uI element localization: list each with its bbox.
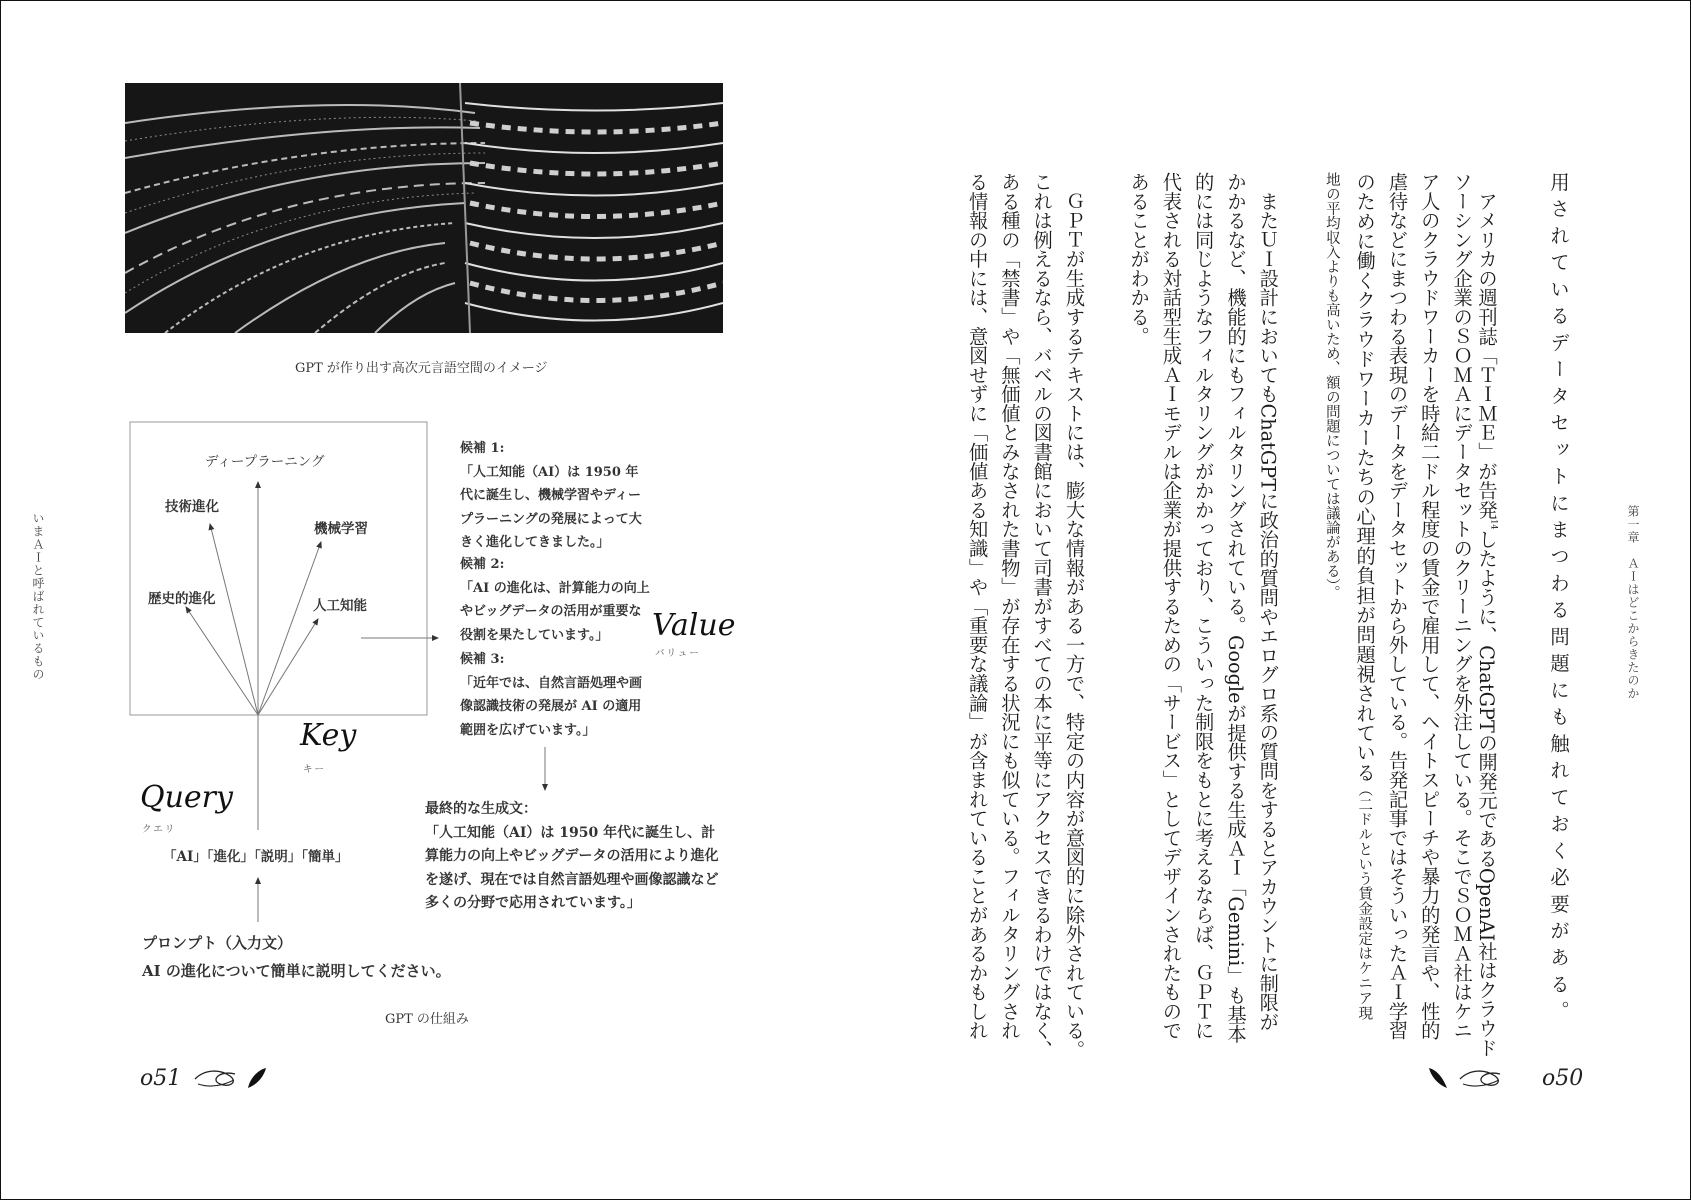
vector-label-tech-evolution: 技術進化 [165,499,219,515]
vector-label-machine-learning: 機械学習 [314,521,368,537]
left-running-head: いまＡＩと呼ばれているもの [31,512,45,681]
text-run: 代表される対話型生成ＡＩモデルは企業が提供するための「サービス」としてデザインされたもので [1159,172,1183,1041]
text-run: したように、ChatGPTの開発元であるOpenAI社はクラウド [1474,529,1498,1058]
right-running-head: 第一章 ＡＩはどこからきたのか [1626,505,1640,700]
left-page-number: o51 [140,1066,182,1091]
text-run: かかるなど、機能的にもフィルタリングされている。Googleが提供する生成ＡＩ「Gemini」も基本 [1224,172,1247,1044]
blank-column [1093,172,1117,1020]
text-run: 的には同じようなフィルタリングがかかっており、こういった制限をもとに考えるならば、ＧＰＴに [1191,172,1215,1041]
image-caption: GPT が作り出す高次元言語空間のイメージ [295,361,548,376]
candidate-title: 候補 2: [460,557,505,572]
candidate-text: 「人工知能（AI）は 1950 年代に誕生し、機械学習やディープラーニングの発展によって大きく進化してきました。」 [460,464,642,550]
ornament-icon [1425,1064,1505,1094]
text-run: ある種の「禁書」や「無価値とみなされた書物」が存在する状況にも似ている。フィルタリングされ [997,172,1021,1041]
text-column [1474,172,1504,1058]
blank-column [1513,172,1537,1020]
key-label: Key [300,718,357,753]
text-run: ソーシング企業のＳＯＭＡにデータセットのクリーニングを外注している。そこでＳＯＭＡ社はケニ [1450,172,1474,1041]
parenthetical-note: 地の平均収入よりも高いため、額の問題については議論がある）。 [1323,172,1340,600]
value-label: Value [652,608,736,643]
text-run: 虐待などにまつわる表現のデータをデータセットから外している。告発記事ではそういったＡＩ学習 [1385,172,1409,1041]
query-label: Query [140,780,233,815]
vector-label-ai: 人工知能 [313,598,367,614]
ornament-icon [190,1064,270,1094]
candidate-text: 「AI の進化は、計算能力の向上やビッグデータの活用が重要な役割を果たしています。」 [460,580,650,643]
text-column [1351,172,1375,1020]
candidate-title: 候補 3: [460,652,505,667]
text-column [1222,172,1247,1044]
text-run: あることがわかる。 [1127,172,1151,346]
blank-column [1287,172,1311,1020]
query-keywords: 「AI」「進化」「説明」「簡単」 [163,849,349,865]
text-run: これは例えるなら、バベルの図書館において司書がすべての本に平等にアクセスできるわけではなく、 [1030,172,1054,1060]
candidate-title: 候補 1: [460,441,505,456]
vector-label-historical-evolution: 歴史的進化 [148,591,216,607]
text-column [1416,172,1441,1041]
text-column [1254,172,1280,1032]
text-column [1028,172,1054,1060]
candidate-2 [460,553,650,647]
vector-arrow-tech-evolution [210,524,258,715]
vector-label-deep-learning: ディープラーニング [205,454,325,470]
final-title: 最終的な生成文： [425,801,537,817]
text-column [1448,172,1474,1041]
text-column [1157,172,1183,1041]
text-run: アメリカの週刊誌「ＴＩＭＥ」が告発 [1474,172,1498,520]
footnote-reference[interactable]: 14 [1489,519,1499,530]
text-column [964,172,989,1041]
prompt-text: AI の進化について簡単に説明してください。 [142,962,451,980]
candidate-3 [460,648,650,742]
text-column [996,172,1021,1041]
vector-arrow-historical-evolution [186,607,258,715]
text-run: る情報の中には、意図せずに「価値ある知識」や「重要な議論」が含まれていることがあるかもしれ [965,172,989,1041]
candidate-1 [460,437,650,555]
text-run: 用されているデータセットにまつわる問題にも触れておく必要がある。 [1547,172,1570,1020]
parenthetical-note: （二ドルという賃金設定はケニア現 [1356,782,1373,1020]
text-run: のために働くクラウドワーカーたちの心理的負担が問題視されている [1353,172,1377,783]
text-run: またＵＩ設計においてもChatGPTに政治的質問やエログロ系の質問をするとアカウントに制限が [1256,172,1280,1032]
text-run: ＧＰＴが生成するテキストには、膨大な情報がある一方で、特定の内容が意図的に除外されている。 [1062,172,1086,1060]
text-column [1190,172,1215,1041]
text-column [1061,172,1086,1060]
text-column [1125,172,1149,1020]
text-run: ア人のクラウドワーカーを時給二ドル程度の賃金で雇用して、ヘイトスピーチや暴力的発言や、性的 [1417,172,1441,1041]
right-page-number: o50 [1542,1066,1584,1091]
key-ruby: キー [303,764,327,775]
text-column [1384,172,1409,1041]
candidate-text: 「近年では、自然言語処理や画像認識技術の発展が AI の適用範囲を広げています。」 [460,675,643,738]
text-column [1545,172,1569,1020]
value-ruby: バリュー [655,648,701,659]
text-column [1319,172,1343,1020]
query-ruby: クエリ [142,824,177,835]
final-output [425,798,725,916]
prompt-title: プロンプト（入力文） [142,934,293,952]
final-text: 「人工知能（AI）は 1950 年代に誕生し、計算能力の向上やビッグデータの活用により進化を遂げ、現在では自然言語処理や画像認識など多くの分野で応用されています。」 [425,824,719,911]
diagram-caption: GPT の仕組み [385,1012,469,1027]
